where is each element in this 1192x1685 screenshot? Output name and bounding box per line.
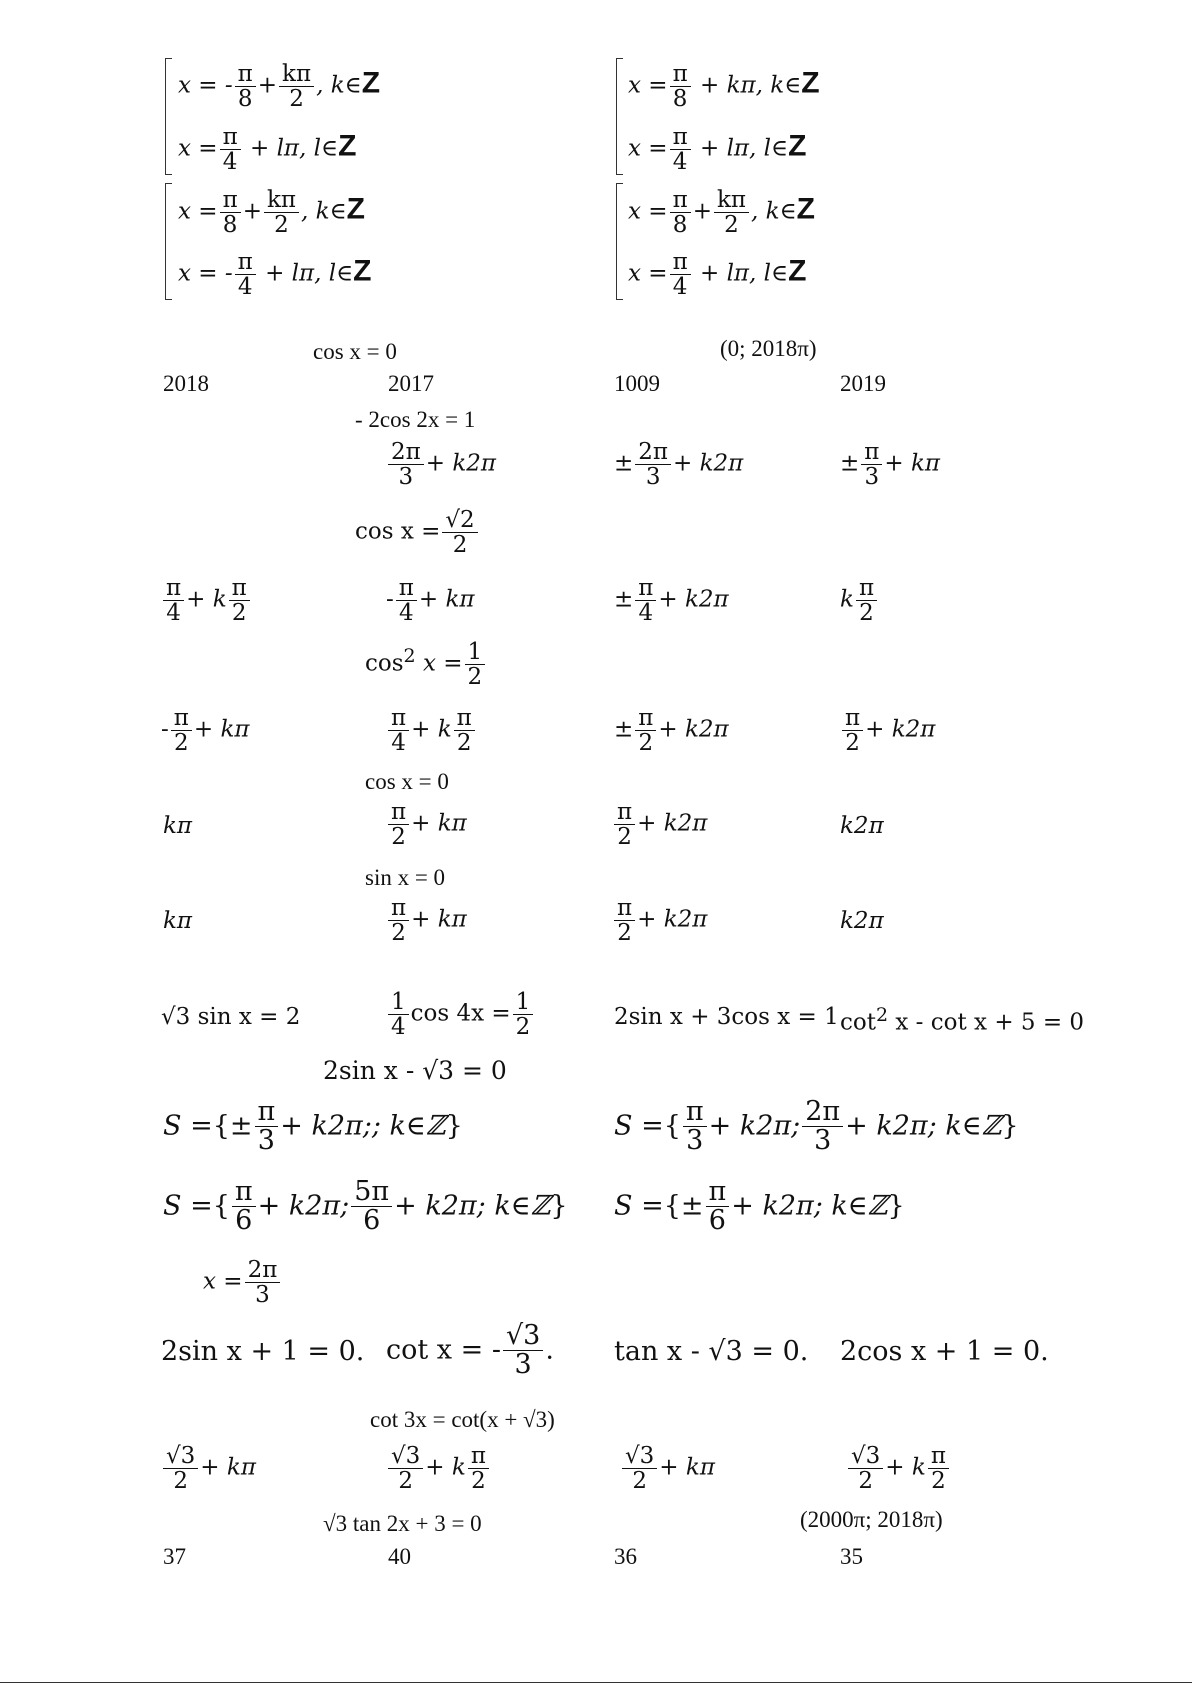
option-d: k2π xyxy=(840,908,884,934)
option-b: $\frac{1}{4}$ cos 4x = $\frac{1}{2}$ xyxy=(386,990,535,1039)
option-b: 2017 xyxy=(388,371,434,396)
equation-cos-zero: cos x = 0 xyxy=(313,339,397,364)
option-a: 2018 xyxy=(163,371,209,396)
option-d: S ={± $\frac{\pi}{6}$ + k2π; k∈ℤ} xyxy=(614,1176,905,1237)
option-d: ± $\frac{\pi}{3}$ + kπ xyxy=(840,439,941,491)
option-a: kπ xyxy=(163,813,193,839)
page-bottom-rule xyxy=(0,1682,1192,1683)
equation-sin-zero: sin x = 0 xyxy=(365,865,446,890)
option-d: 2019 xyxy=(840,371,886,396)
system-bracket-a xyxy=(165,58,172,175)
option-c: tan x - √3 = 0. xyxy=(614,1336,809,1367)
option-b: $\frac{√3}{2}$ + k $\frac{\pi}{2}$ xyxy=(386,1444,491,1493)
option-c: S ={ $\frac{\pi}{6}$ + k2π; $\frac{5\pi}{6}$ + k2π; k∈ℤ} xyxy=(163,1176,568,1237)
option-d: k2π xyxy=(840,813,884,839)
option-a: kπ xyxy=(163,908,193,934)
system-d-line2: x = $\frac{\pi}{4}$ + lπ, l∈Z xyxy=(628,249,807,301)
option-a: $\frac{\pi}{4}$ + k $\frac{\pi}{2}$ xyxy=(161,576,252,625)
option-a: $\frac{√3}{2}$ + kπ xyxy=(161,1444,256,1493)
system-b-line1: x = $\frac{\pi}{8}$ + kπ, k∈Z xyxy=(628,61,820,113)
equation-2sin-root3: 2sin x - √3 = 0 xyxy=(323,1056,507,1085)
option-b: $\frac{\pi}{2}$ + kπ xyxy=(386,896,467,945)
option-c: 1009 xyxy=(614,371,660,396)
system-bracket-b xyxy=(616,58,623,175)
system-c-line1: x = $\frac{\pi}{8}$ + $\frac{k\pi}{2}$ , k∈Z xyxy=(178,187,365,239)
option-d: 2cos x + 1 = 0. xyxy=(840,1336,1049,1367)
option-c: $\frac{\pi}{2}$ + k2π xyxy=(612,896,707,945)
system-bracket-c xyxy=(165,183,172,300)
system-bracket-d xyxy=(616,183,623,300)
interval-label: (2000π; 2018π) xyxy=(800,1507,943,1532)
equation-cos-root2: cos x = $\frac{√2}{2}$ xyxy=(355,508,480,557)
option-d: k $\frac{\pi}{2}$ xyxy=(840,576,879,625)
option-d: 35 xyxy=(840,1544,863,1569)
option-d: $\cot^2 x - \cot x + 5 = 0$ xyxy=(840,1004,1085,1036)
interval-label: (0; 2018π) xyxy=(720,336,817,361)
option-a: - $\frac{\pi}{2}$ + kπ xyxy=(161,705,250,757)
option-a: 37 xyxy=(163,1544,186,1569)
option-a: √3 sin x = 2 xyxy=(161,1004,301,1030)
equation-cos-squared: $\cos^2 x$ = $\frac{1}{2}$ xyxy=(365,640,487,689)
option-c: 2sin x + 3cos x = 1 xyxy=(614,1004,839,1030)
option-b: $\frac{\pi}{2}$ + kπ xyxy=(386,800,467,849)
option-c: $\frac{\pi}{2}$ + k2π xyxy=(612,800,707,849)
option-c: $\frac{√3}{2}$ + kπ xyxy=(620,1444,715,1493)
option-b: S ={ $\frac{\pi}{3}$ + k2π; $\frac{2\pi}{3}$ + k2π; k∈ℤ} xyxy=(614,1096,1019,1157)
option-c: ± $\frac{2\pi}{3}$ + k2π xyxy=(614,439,744,491)
option-c: ± $\frac{\pi}{2}$ + k2π xyxy=(614,705,729,757)
option-b: $\frac{2\pi}{3}$ + k2π xyxy=(386,440,496,489)
option-c: 36 xyxy=(614,1544,637,1569)
option-c: ± $\frac{\pi}{4}$ + k2π xyxy=(614,575,729,627)
system-a-line1: x = - $\frac{\pi}{8}$ + $\frac{k\pi}{2}$ , k∈Z xyxy=(178,61,381,113)
option-d: $\frac{√3}{2}$ + k $\frac{\pi}{2}$ xyxy=(846,1444,951,1493)
option-a: 2sin x + 1 = 0. xyxy=(161,1336,365,1367)
system-d-line1: x = $\frac{\pi}{8}$ + $\frac{k\pi}{2}$ , k∈Z xyxy=(628,187,815,239)
option-b: 40 xyxy=(388,1544,411,1569)
option-b: - $\frac{\pi}{4}$ + kπ xyxy=(386,575,475,627)
option-a: S ={± $\frac{\pi}{3}$ + k2π;; k∈ℤ} xyxy=(163,1096,463,1157)
system-c-line2: x = - $\frac{\pi}{4}$ + lπ, l∈Z xyxy=(178,249,372,301)
option-b: $\frac{\pi}{4}$ + k $\frac{\pi}{2}$ xyxy=(386,706,477,755)
equation-cot3x: cot 3x = cot(x + √3) xyxy=(370,1407,555,1432)
option-d: $\frac{\pi}{2}$ + k2π xyxy=(840,706,935,755)
equation-m2cos2x: - 2cos 2x = 1 xyxy=(355,407,476,432)
equation-tan: √3 tan 2x + 3 = 0 xyxy=(323,1511,482,1536)
option-b: cot x = - $\frac{√3}{3}$ . xyxy=(386,1320,554,1381)
system-a-line2: x = $\frac{\pi}{4}$ + lπ, l∈Z xyxy=(178,124,357,176)
equation-cos-zero-2: cos x = 0 xyxy=(365,769,449,794)
given-root: x = $\frac{2\pi}{3}$ xyxy=(203,1258,282,1307)
system-b-line2: x = $\frac{\pi}{4}$ + lπ, l∈Z xyxy=(628,124,807,176)
